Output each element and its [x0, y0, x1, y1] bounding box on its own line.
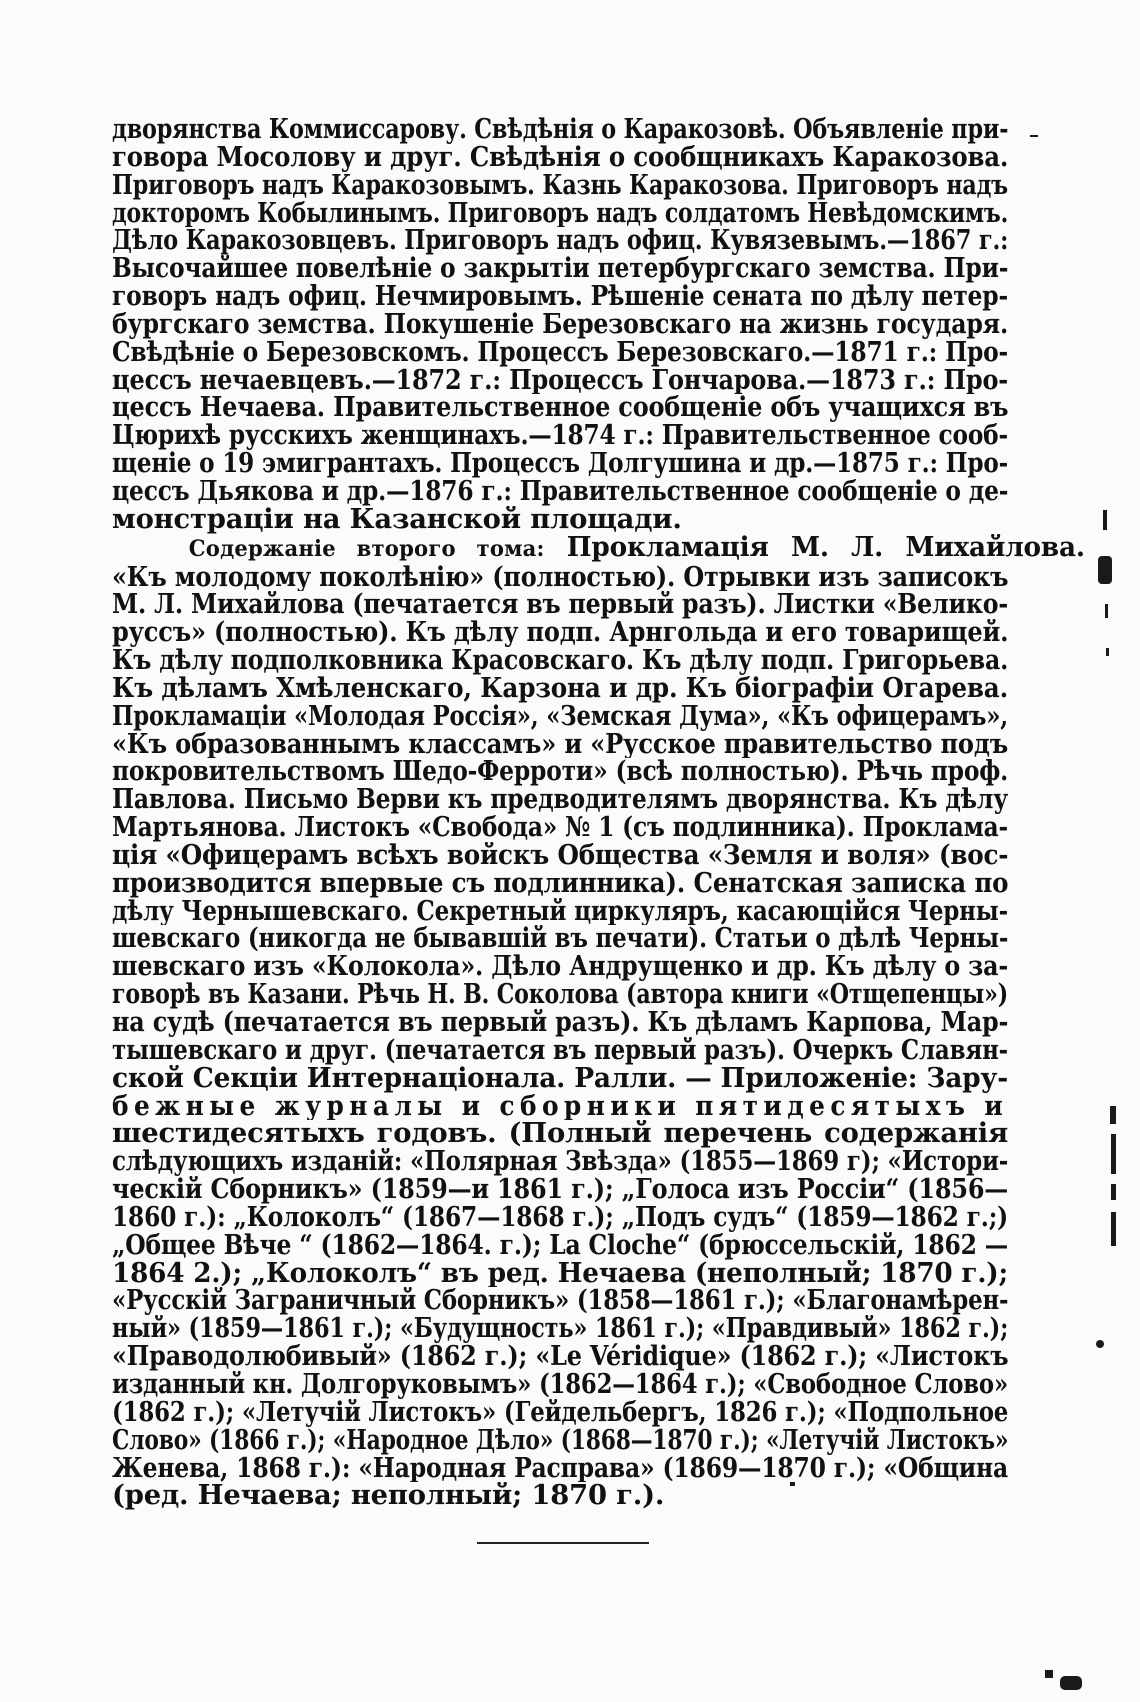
text-line: Дѣло Каракозовцевъ. Приговоръ надъ офиц. Кувязевымъ.—1867 г.: — [112, 227, 1009, 256]
text-line: Павлова. Письмо Верви къ предводителямъ дворянства. Къ дѣлу — [112, 786, 1008, 815]
margin-speck — [1111, 1134, 1116, 1174]
text-line: покровительствомъ Шедо-Ферроти» (всѣ полностью). Рѣчь проф. — [112, 758, 1008, 787]
margin-speck — [1105, 604, 1108, 618]
text-line: Приговоръ надъ Каракозовымъ. Казнь Каракозова. Приговоръ надъ — [112, 171, 1008, 200]
text-line: Женева, 1868 г.): «Народная Расправа» (1869—1870 г.); «Община — [112, 1454, 1008, 1483]
margin-speck — [1030, 135, 1038, 137]
text-line: говорѣ въ Казани. Рѣчь Н. В. Соколова (автора книги «Отщепенцы») — [112, 981, 1008, 1009]
text-line: (1862 г.); «Летучій Листокъ» (Гейдельбергъ, 1826 г.); «Подпольное — [112, 1398, 1008, 1427]
text-line: бежные журналы и сборники пятидесятыхъ и — [112, 1092, 1008, 1121]
text-line: ный» (1859—1861 г.); «Будущность» 1861 г.); «Правдивый» 1862 г.); — [112, 1315, 1008, 1344]
text-line: дѣлу Чернышевскаго. Секретный циркуляръ, касающійся Черны- — [112, 897, 1008, 926]
section-heading-line — [112, 534, 1085, 564]
text-line: 1860 г.): „Колоколъ“ (1867—1868 г.); „Подъ судъ“ (1859—1862 г.;) — [112, 1203, 1008, 1232]
text-line: цессъ нечаевцевъ.—1872 г.: Процессъ Гончарова.—1873 г.: Про- — [112, 366, 1008, 395]
text-line: Высочайшее повелѣніе о закрытіи петербургскаго земства. При- — [112, 255, 1008, 284]
section-first-line-text: Прокламація М. Л. Михайлова. — [566, 533, 1085, 563]
text-line: „Общее Вѣче “ (1862—1864. г.); La Cloche“ (брюссельскій, 1862 — — [112, 1231, 1008, 1260]
margin-speck — [1110, 1106, 1116, 1124]
body-text — [112, 116, 1085, 1511]
margin-speck — [1106, 648, 1109, 656]
section-label: Содержаніе второго тома: — [188, 535, 545, 562]
text-line: цессъ Дьякова и др.—1876 г.: Правительственное сообщеніе о де- — [112, 477, 1008, 506]
text-line: Къ дѣламъ Хмѣленскаго, Карзона и др. Къ біографіи Огарева. — [112, 674, 1008, 703]
text-line: Мартьянова. Листокъ «Свобода» № 1 (съ подлинника). Проклама- — [112, 814, 1008, 842]
text-line: Прокламаціи «Молодая Россія», «Земская Дума», «Къ офицерамъ», — [112, 702, 1008, 731]
text-line: цессъ Нечаева. Правительственное сообщеніе объ учащихся въ — [112, 394, 1008, 423]
text-line: Свѣдѣніе о Березовскомъ. Процессъ Березовскаго.—1871 г.: Про- — [112, 338, 1008, 367]
text-line: дворянства Коммиссарову. Свѣдѣнія о Каракозовѣ. Объявленіе при- — [112, 116, 1008, 144]
text-line: ція «Офицерамъ всѣхъ войскъ Общества «Земля и воля» (вос- — [112, 841, 1008, 870]
text-line: производится впервые съ подлинника). Сенатская записка по — [112, 869, 1008, 898]
text-line: бургскаго земства. Покушеніе Березовскаго на жизнь государя. — [112, 310, 1008, 339]
margin-speck — [1111, 1184, 1116, 1200]
text-line: ской Секціи Интернаціонала. Ралли. — Приложеніе: Зару- — [112, 1064, 1008, 1093]
text-line: щеніе о 19 эмигрантахъ. Процессъ Долгушина и др.—1875 г.: Про- — [112, 450, 1008, 478]
text-line: шевскаго изъ «Колокола». Дѣло Андрущенко и др. Къ дѣлу о за- — [112, 953, 1008, 982]
margin-speck — [1111, 1212, 1116, 1246]
margin-speck — [1098, 556, 1112, 584]
margin-speck — [1103, 510, 1107, 530]
text-line: говора Мосолову и друг. Свѣдѣнія о сообщникахъ Каракозова. — [112, 143, 1008, 172]
margin-speck — [1045, 1670, 1053, 1678]
text-line: руссъ» (полностью). Къ дѣлу подп. Арнгольда и его товарищей. — [112, 619, 1008, 648]
text-line: «Къ образованнымъ классамъ» и «Русское правительство подъ — [112, 730, 1008, 759]
margin-speck — [1096, 1340, 1104, 1348]
margin-speck — [790, 1482, 795, 1486]
text-line: ческій Сборникъ» (1859—и 1861 г.); „Голоса изъ Россіи“ (1856— — [112, 1176, 1008, 1204]
text-line: монстраціи на Казанской площади. — [112, 505, 682, 534]
text-line: 1864 2.); „Колоколъ“ въ ред. Нечаева (неполный; 1870 г.); — [112, 1259, 1008, 1288]
margin-speck — [1060, 1676, 1082, 1690]
text-line: (ред. Нечаева; неполный; 1870 г.). — [112, 1482, 665, 1511]
text-line: «Русскій Заграничный Сборникъ» (1858—1861 г.); «Благонамѣрен- — [112, 1287, 1008, 1316]
text-line: «Праводолюбивый» (1862 г.); «Le Véridique» (1862 г.); «Листокъ — [112, 1343, 1008, 1371]
text-line: шевскаго (никогда не бывавшій въ печати). Статьи о дѣлѣ Черны- — [112, 925, 1008, 954]
text-line: на судѣ (печатается въ первый разъ). Къ дѣламъ Карпова, Мар- — [112, 1009, 1008, 1037]
text-line: М. Л. Михайлова (печатается въ первый разъ). Листки «Велико- — [112, 591, 1008, 620]
text-line: изданный кн. Долгоруковымъ» (1862—1864 г.); «Свободное Слово» — [112, 1370, 1008, 1399]
text-line: слѣдующихъ изданій: «Полярная Звѣзда» (1855—1869 г); «Истори- — [112, 1148, 1008, 1177]
end-rule — [477, 1542, 649, 1544]
text-line: Слово» (1866 г.); «Народное Дѣло» (1868—1870 г.); «Летучій Листокъ» — [112, 1426, 1008, 1455]
text-line: докторомъ Кобылинымъ. Приговоръ надъ солдатомъ Невѣдомскимъ. — [112, 199, 1008, 228]
text-line: Къ дѣлу подполковника Красовскаго. Къ дѣлу подп. Григорьева. — [112, 647, 1008, 675]
text-line: Цюрихѣ русскихъ женщинахъ.—1874 г.: Правительственное сооб- — [112, 422, 1008, 451]
text-line: тышевскаго и друг. (печатается въ первый разъ). Очеркъ Славян- — [112, 1036, 1008, 1065]
text-line: «Къ молодому поколѣнію» (полностью). Отрывки изъ записокъ — [112, 563, 1008, 592]
text-line: говоръ надъ офиц. Нечмировымъ. Рѣшеніе сената по дѣлу петер- — [112, 283, 1008, 311]
text-line: шестидесятыхъ годовъ. (Полный перечень содержанія — [112, 1120, 1008, 1149]
